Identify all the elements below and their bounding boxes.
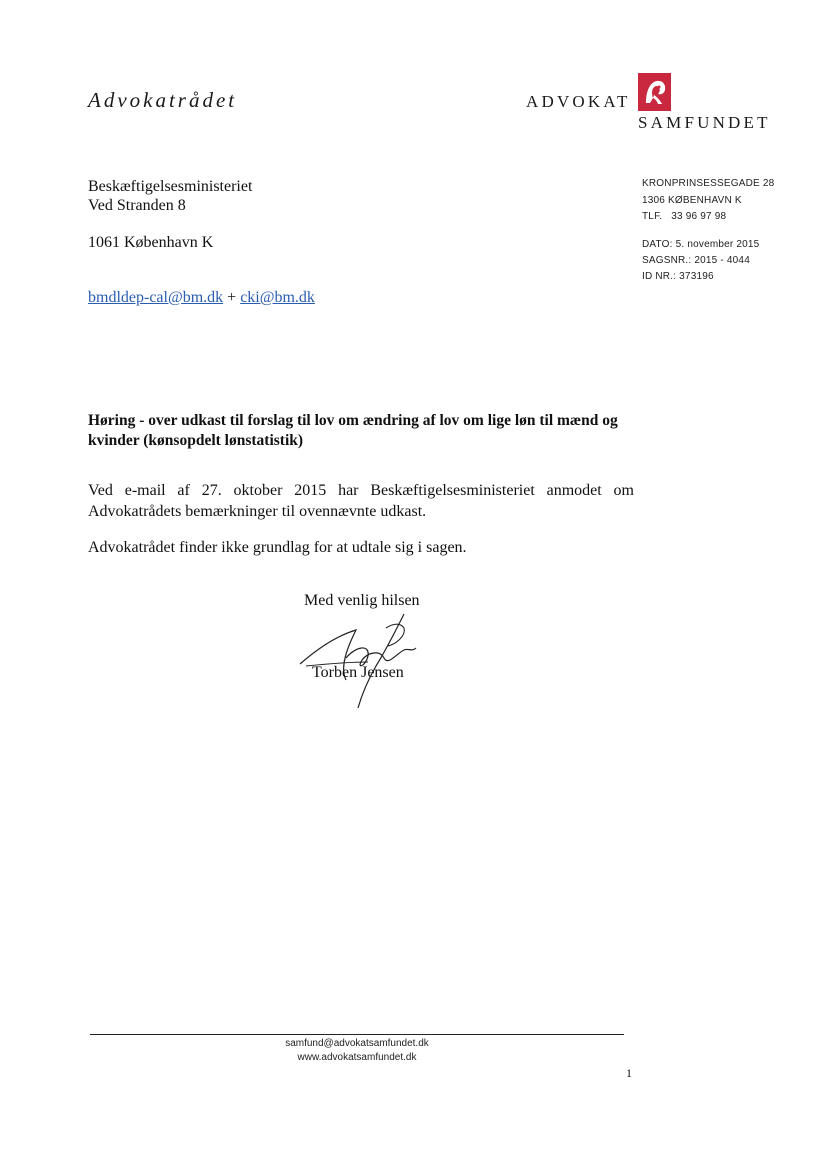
logo-text-samfundet: SAMFUNDET [638,113,771,132]
signer-name: Torben Jensen [312,664,404,681]
recipient-city: 1061 København K [88,234,214,251]
email-link-cki[interactable]: cki@bm.dk [240,289,315,306]
recipient-emails [88,288,315,308]
sender-id-number [642,269,714,285]
organization-title: Advokatrådet [88,88,238,112]
logo-text-advokat: ADVOKAT [526,92,631,111]
subject-line-1: Høring - over udkast til forslag til lov om ændring af lov om lige løn til mænd og [88,412,618,429]
handwritten-signature [296,610,426,710]
letter-subject [88,411,648,451]
sender-city: 1306 KØBENHAVN K [642,195,742,206]
phone-value: 33 96 97 98 [671,211,727,222]
id-value: 373196 [679,271,714,282]
page-number: 1 [626,1066,632,1080]
footer-website: www.advokatsamfundet.dk [297,1052,417,1063]
subject-line-2: kvinder (kønsopdelt lønstatistik) [88,432,304,449]
sender-street: KRONPRINSESSEGADE 28 [642,178,775,189]
case-value: 2015 - 4044 [694,255,750,266]
case-label: SAGSNR.: [642,255,692,266]
footer-email: samfund@advokatsamfundet.dk [285,1038,429,1049]
body-paragraph-2: Advokatrådet finder ikke grundlag for at udtale sig i sagen. [88,539,467,556]
advokatsamfundet-logo-icon [638,73,671,111]
recipient-name: Beskæftigelsesministeriet [88,178,253,195]
body-paragraph-1: Ved e-mail af 27. oktober 2015 har Beskæftigelsesministeriet anmodet om Advokatrådets bemærkninger til ovennævnte udkast. [88,482,634,520]
date-label: DATO: [642,239,673,250]
sender-case-number [642,253,750,269]
sender-phone [642,209,726,225]
recipient-street: Ved Stranden 8 [88,197,186,214]
closing-salutation: Med venlig hilsen [304,592,420,609]
sender-date [642,237,759,253]
email-joiner: + [227,289,237,306]
phone-label: TLF. [642,211,663,222]
id-label: ID NR.: [642,271,677,282]
footer-divider [90,1034,624,1035]
date-value: 5. november 2015 [675,239,760,250]
email-link-bmdldep[interactable]: bmdldep-cal@bm.dk [88,289,224,306]
